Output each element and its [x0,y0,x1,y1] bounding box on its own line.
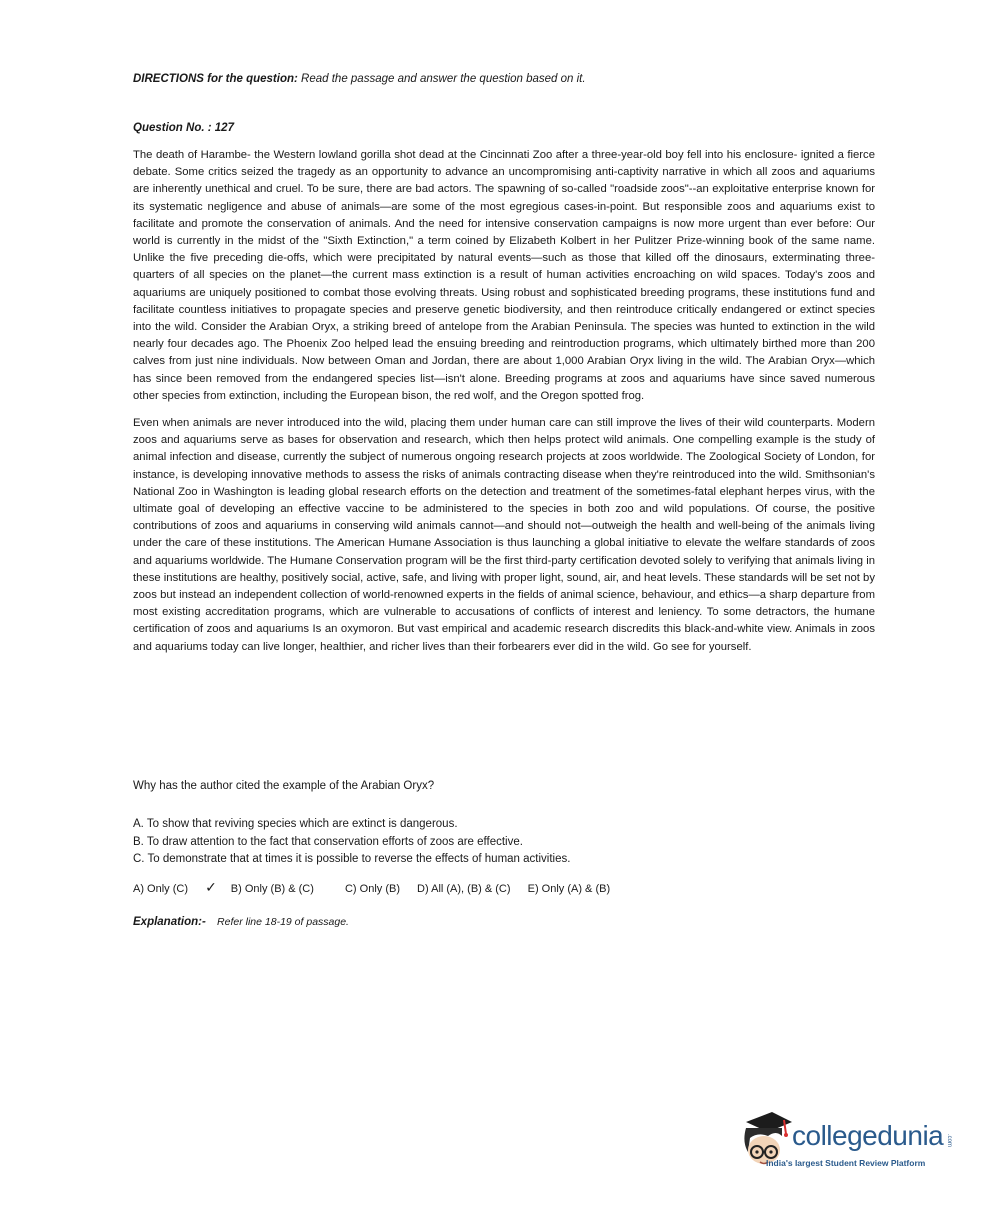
passage-paragraph-2: Even when animals are never introduced into the wild, placing them under human care can still improve the lives of their wild counterparts. Modern zoos and aquariums serve as bases for observation and research, which then helps protect wild animals. One compelling example is the study of animal infection and disease, currently the subject of numerous ongoing research projects at zoos worldwide. The Zoological Society of London, for instance, is developing innovative methods to assess the risks of animals contracting disease when they're reintroduced into the wild. Smithsonian's National Zoo in Washington is leading global research efforts on the detection and treatment of the sometimes-fatal elephant herpes virus, with the ultimate goal of developing an effective vaccine to be administered to the species in both zoo and wild populations. Of course, the positive contributions of zoos and aquariums in conserving wild animals cannot—and should not—outweigh the health and well-being of the animals living under the care of these institutions. The American Humane Association is thus launching a global initiative to elevate the welfare standards of zoos and aquariums worldwide. The Humane Conservation program will be the first third-party certification devoted solely to verifying that animals living in these institutions are healthy, positively social, active, safe, and living with proper light, sound, air, and heat levels. These standards will be set not by zoos but instead an independent collection of world-renowned experts in the fields of animal science, behaviour, and ethics—a sharp departure from most existing accreditation programs, which are vulnerable to accusations of conflicts of interest and leniency. To some detractors, the humane certification of zoos and aquariums Is an oxymoron. But vast empirical and academic research discredits this black-and-white view. Animals in zoos and aquariums today can live longer, healthier, and richer lives than their forbearers ever did in the wild. Go see for yourself. [133,417,875,653]
statement-list [133,816,570,869]
statement-a: A. To show that reviving species which are extinct is dangerous. [133,818,458,830]
directions-label: DIRECTIONS for the question: [133,73,298,85]
explanation-label: Explanation:- [133,916,206,928]
answer-option-b [205,879,328,895]
passage-paragraph-1: The death of Harambe- the Western lowland gorilla shot dead at the Cincinnati Zoo after a three-year-old boy fell into his enclosure- ignited a fierce debate. Some critics seized the tragedy as an opportunity to advance an uncompromising anti-captivity narrative in which all zoos and aquariums are inherently unethical and cruel. To be sure, there are bad actors. The spawning of so-called "roadside zoos"--an exploitative enterprise known for its systematic negligence and abuse of animals—are some of the most egregious cases-in-point. But responsible zoos and aquariums exist to facilitate and promote the conservation of animals. And the need for intensive conservation campaigns is now more urgent than ever before: Our world is currently in the midst of the "Sixth Extinction," a term coined by Elizabeth Kolbert in her Pulitzer Prize-winning book of the same name. Unlike the five preceding die-offs, which were precipitated by natural events—such as those that killed off the dinosaurs, exterminating three-quarters of all species on the planet—the current mass extinction is a result of human activities encroaching on wild spaces. Today's zoos and aquariums are uniquely positioned to combat those evolving threats. Using robust and sophisticated breeding programs, these institutions fund and facilitate countless initiatives to propagate species and preserve genetic biodiversity, and then reintroduce critically endangered or extinct species into the wild. Consider the Arabian Oryx, a striking breed of antelope from the Arabian Peninsula. The species was hunted to extinction in the wild nearly four decades ago. The Phoenix Zoo helped lead the ensuing breeding and reintroduction programs, which ultimately birthed more than 200 calves from just nine individuals. Now between Oman and Jordan, there are about 1,000 Arabian Oryx living in the wild. The Arabian Oryx—which has since been removed from the endangered species list—isn't alone. Breeding programs at zoos and aquariums have since saved numerous other species from extinction, including the European bison, the red wolf, and the Oregon spotted frog. [133,149,875,402]
answer-option-a: A) Only (C) [133,883,188,895]
statement-c: C. To demonstrate that at times it is possible to reverse the effects of human activities. [133,853,571,865]
answer-option-b-label: B) Only (B) & (C) [230,883,314,895]
question-number: Question No. : 127 [133,122,234,134]
directions-text: Read the passage and answer the question based on it. [301,73,586,85]
answer-option-d: D) All (A), (B) & (C) [417,883,511,895]
logo-wordmark: collegedunia [792,1120,944,1151]
answer-option-e: E) Only (A) & (B) [527,883,611,895]
answer-options [133,879,624,896]
passage [133,147,875,666]
explanation [133,916,349,928]
logo-suffix: .com [946,1134,952,1148]
check-icon: ✓ [205,879,217,895]
statement-b: B. To draw attention to the fact that conservation efforts of zoos are effective. [133,835,523,848]
explanation-text: Refer line 18-19 of passage. [217,916,349,928]
question-text: Why has the author cited the example of the Arabian Oryx? [133,780,435,792]
answer-option-c: C) Only (B) [344,883,400,895]
logo-tagline: India's largest Student Review Platform [766,1158,926,1168]
directions-line [133,73,586,85]
collegedunia-logo [738,1108,968,1188]
